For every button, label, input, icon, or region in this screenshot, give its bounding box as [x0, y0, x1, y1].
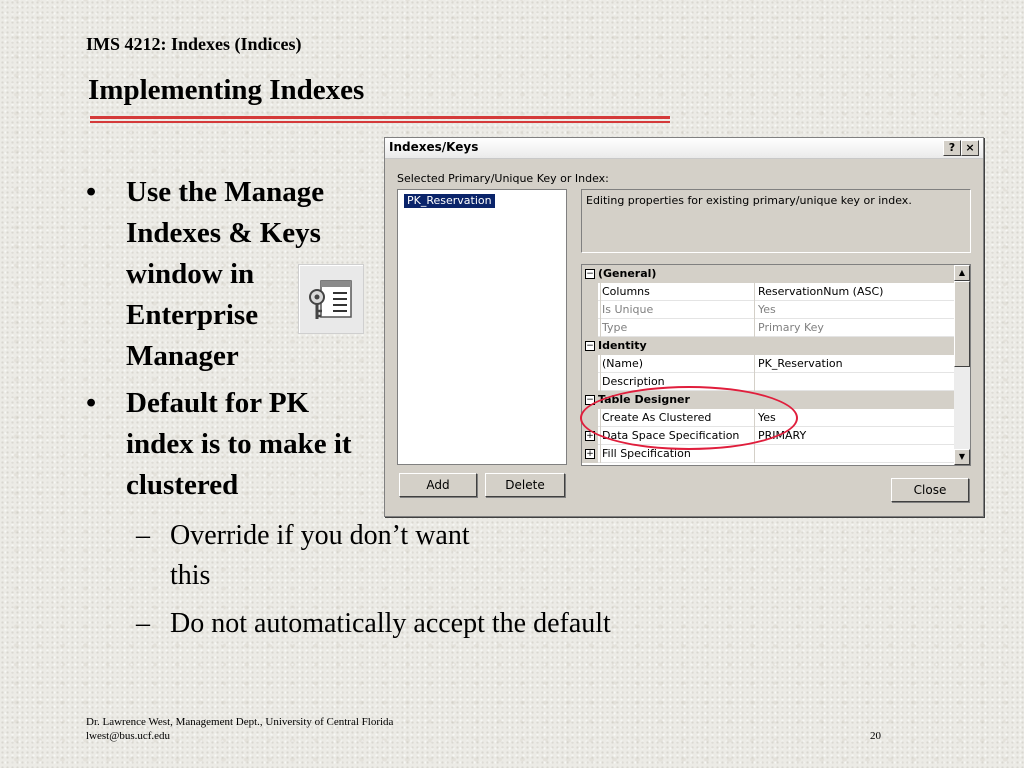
sub-bullet-text: Override if you don’t want this	[170, 520, 470, 591]
bullet-item: • Default for PK index is to make it clustered	[86, 383, 386, 506]
section-general[interactable]: − (General)	[582, 265, 954, 283]
description-box	[581, 189, 971, 253]
dialog-titlebar[interactable]	[385, 138, 983, 159]
slide-title: Implementing Indexes	[88, 74, 365, 106]
indexes-keys-dialog	[384, 137, 984, 517]
manage-indexes-keys-icon	[298, 264, 364, 334]
bullet-item: • Use the Manage Indexes & Keys window in Enterprise Manager	[86, 172, 386, 377]
key-index-listbox[interactable]	[397, 189, 567, 465]
sub-bullet-text: Do not automatically accept the default	[170, 608, 611, 639]
property-row-name[interactable]: (Name) PK_Reservation	[582, 355, 954, 373]
footer-author: Dr. Lawrence West, Management Dept., University of Central Florida	[86, 716, 394, 728]
bullet-list	[86, 172, 386, 512]
collapse-icon[interactable]: −	[586, 341, 594, 351]
clustered-highlight-circle	[580, 386, 798, 450]
section-identity[interactable]: − Identity	[582, 337, 954, 355]
property-grid-scrollbar[interactable]	[954, 265, 970, 465]
property-row-create-as-clustered[interactable]: Create As Clustered Yes	[582, 409, 954, 427]
bullet-text: Default for PK index is to make it clustered	[126, 387, 352, 501]
scroll-down-icon[interactable]: ▼	[954, 449, 970, 465]
list-item[interactable]: PK_Reservation	[404, 194, 495, 208]
property-row-is-unique[interactable]: Is Unique Yes	[582, 301, 954, 319]
expand-icon[interactable]: +	[586, 431, 594, 441]
description-text: Editing properties for existing primary/unique key or index.	[586, 194, 912, 207]
section-table-designer[interactable]: − Table Designer	[582, 391, 954, 409]
scroll-up-icon[interactable]: ▲	[954, 265, 970, 281]
dialog-title: Indexes/Keys	[389, 140, 479, 154]
title-rule-bottom	[90, 121, 670, 123]
property-row-type[interactable]: Type Primary Key	[582, 319, 954, 337]
expand-icon[interactable]: +	[586, 449, 594, 459]
property-row-description[interactable]: Description	[582, 373, 954, 391]
help-button[interactable]: ?	[943, 140, 961, 156]
collapse-icon[interactable]: −	[586, 269, 594, 279]
add-button[interactable]: Add	[399, 473, 477, 497]
close-icon[interactable]: ×	[961, 140, 979, 156]
delete-button[interactable]: Delete	[485, 473, 565, 497]
footer-email: lwest@bus.ucf.edu	[86, 730, 171, 742]
selected-key-label: Selected Primary/Unique Key or Index:	[397, 172, 609, 185]
property-row-data-space[interactable]: + Data Space Specification PRIMARY	[582, 427, 954, 445]
scroll-thumb[interactable]	[954, 281, 970, 367]
bullet-text: Use the Manage Indexes & Keys window in Enterprise Manager	[126, 176, 325, 372]
sub-bullet-list	[136, 516, 756, 652]
property-row-columns[interactable]: Columns ReservationNum (ASC)	[582, 283, 954, 301]
close-button[interactable]: Close	[891, 478, 969, 502]
page-number: 20	[870, 730, 881, 742]
property-row-fill-spec[interactable]: + Fill Specification	[582, 445, 954, 463]
collapse-icon[interactable]: −	[586, 395, 594, 405]
title-rule-top	[90, 116, 670, 119]
course-title: IMS 4212: Indexes (Indices)	[86, 34, 302, 54]
sub-bullet-item: – Override if you don’t want this	[136, 516, 756, 596]
sub-bullet-item: – Do not automatically accept the default	[136, 604, 756, 644]
